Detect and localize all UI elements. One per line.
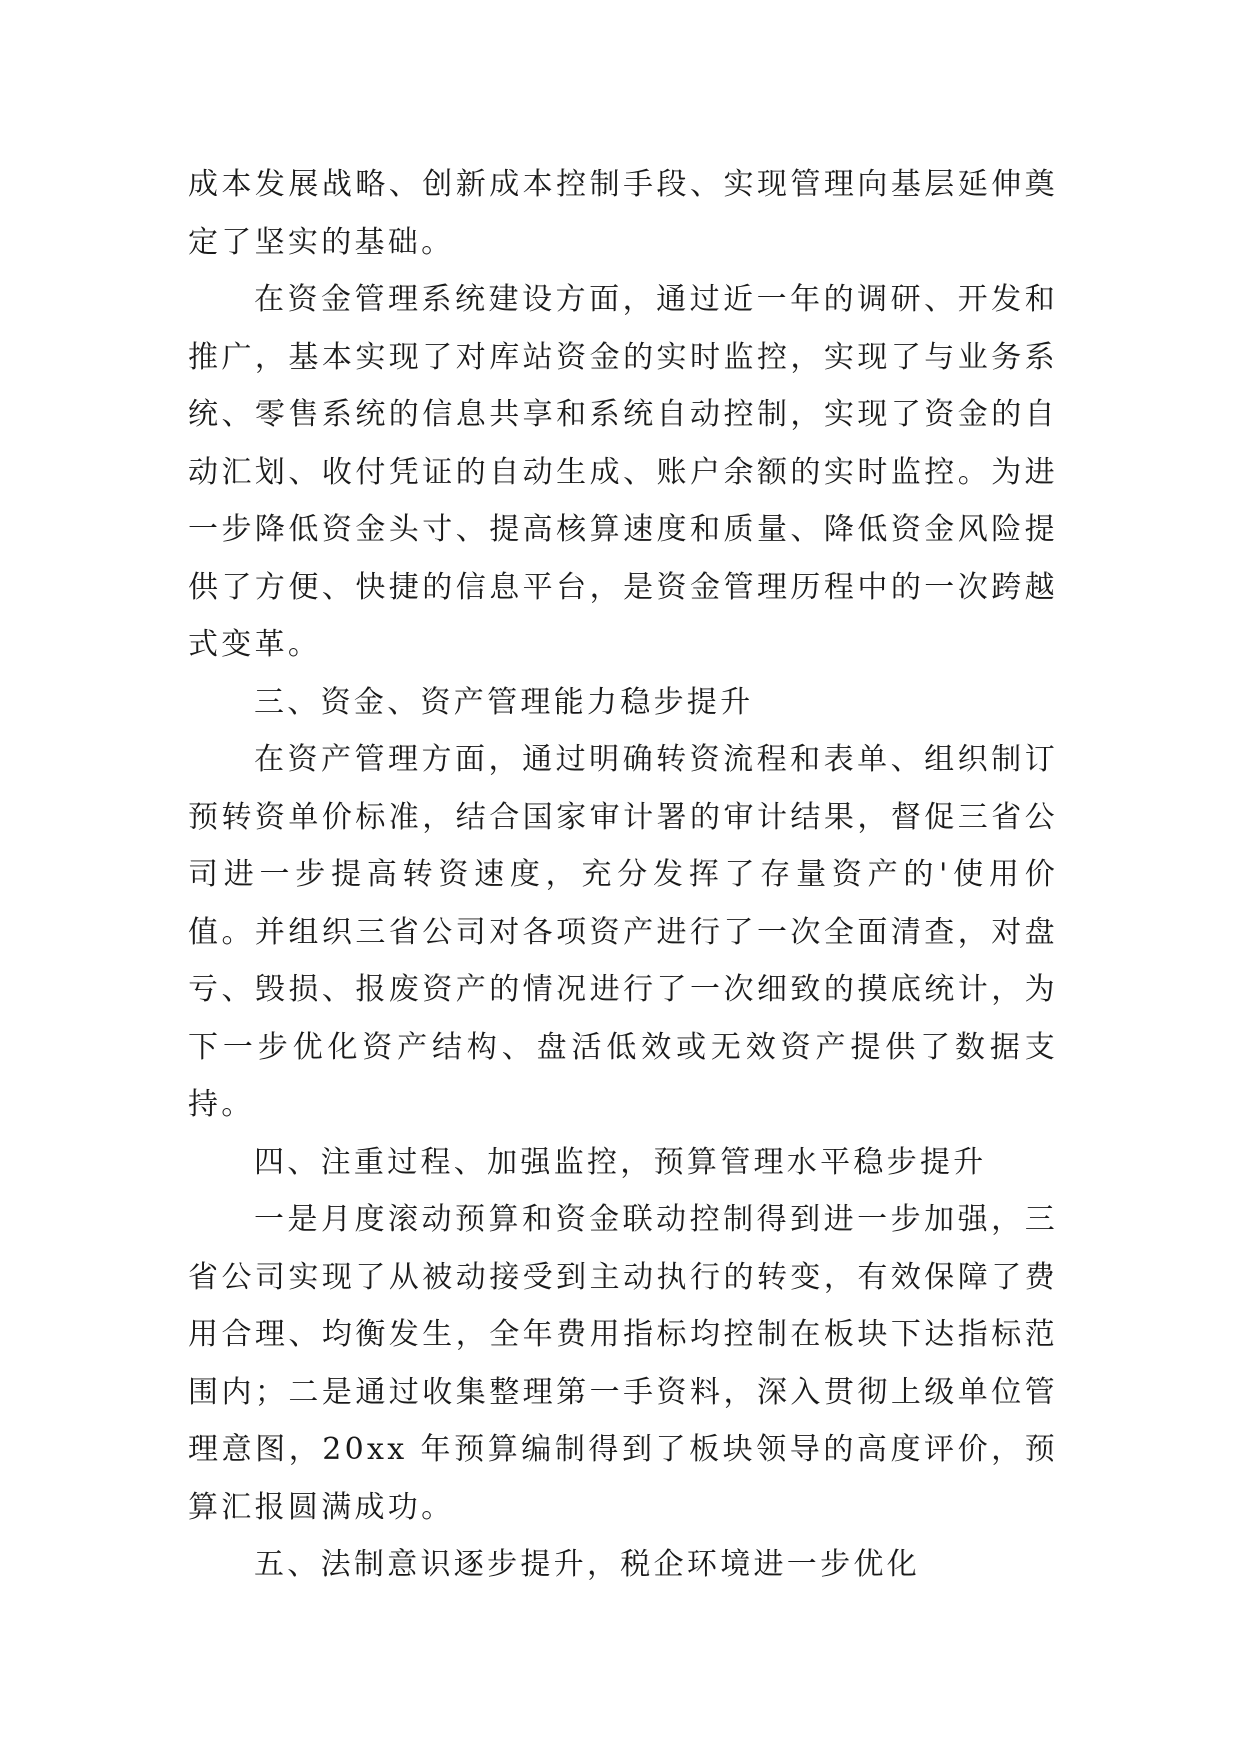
- section-heading-3: 三、资金、资产管理能力稳步提升: [254, 684, 754, 720]
- paragraph-fund-system: 在资金管理系统建设方面，通过近一年的调研、开发和推广，基本实现了对库站资金的实时监控，实现了与业务系统、零售系统的信息共享和系统自动控制，实现了资金的自动汇划、收付凭证的自动生成、账户余额的实时监控。为进一步降低资金头寸、提高核算速度和质量、降低资金风险提供了方便、快捷的信息平台，是资金管理历程中的一次跨越式变革。: [188, 282, 1058, 662]
- document-body: [188, 156, 1058, 1594]
- paragraph-cost-strategy: 成本发展战略、创新成本控制手段、实现管理向基层延伸奠定了坚实的基础。: [188, 167, 1058, 260]
- section-heading-4: 四、注重过程、加强监控，预算管理水平稳步提升: [254, 1144, 987, 1180]
- section-heading-5: 五、法制意识逐步提升，税企环境进一步优化: [254, 1547, 920, 1582]
- paragraph-asset-management: 在资产管理方面，通过明确转资流程和表单、组织制订预转资单价标准，结合国家审计署的审计结果，督促三省公司进一步提高转资速度，充分发挥了存量资产的'使用价值。并组织三省公司对各项资产进行了一次全面清查，对盘亏、毁损、报废资产的情况进行了一次细致的摸底统计，为下一步优化资产结构、盘活低效或无效资产提供了数据支持。: [188, 742, 1058, 1122]
- paragraph-budget-management: 一是月度滚动预算和资金联动控制得到进一步加强，三省公司实现了从被动接受到主动执行的转变，有效保障了费用合理、均衡发生，全年费用指标均控制在板块下达指标范围内；二是通过收集整理第一手资料，深入贯彻上级单位管理意图，20xx 年预算编制得到了板块领导的高度评价，预算汇报圆满成功。: [188, 1202, 1058, 1525]
